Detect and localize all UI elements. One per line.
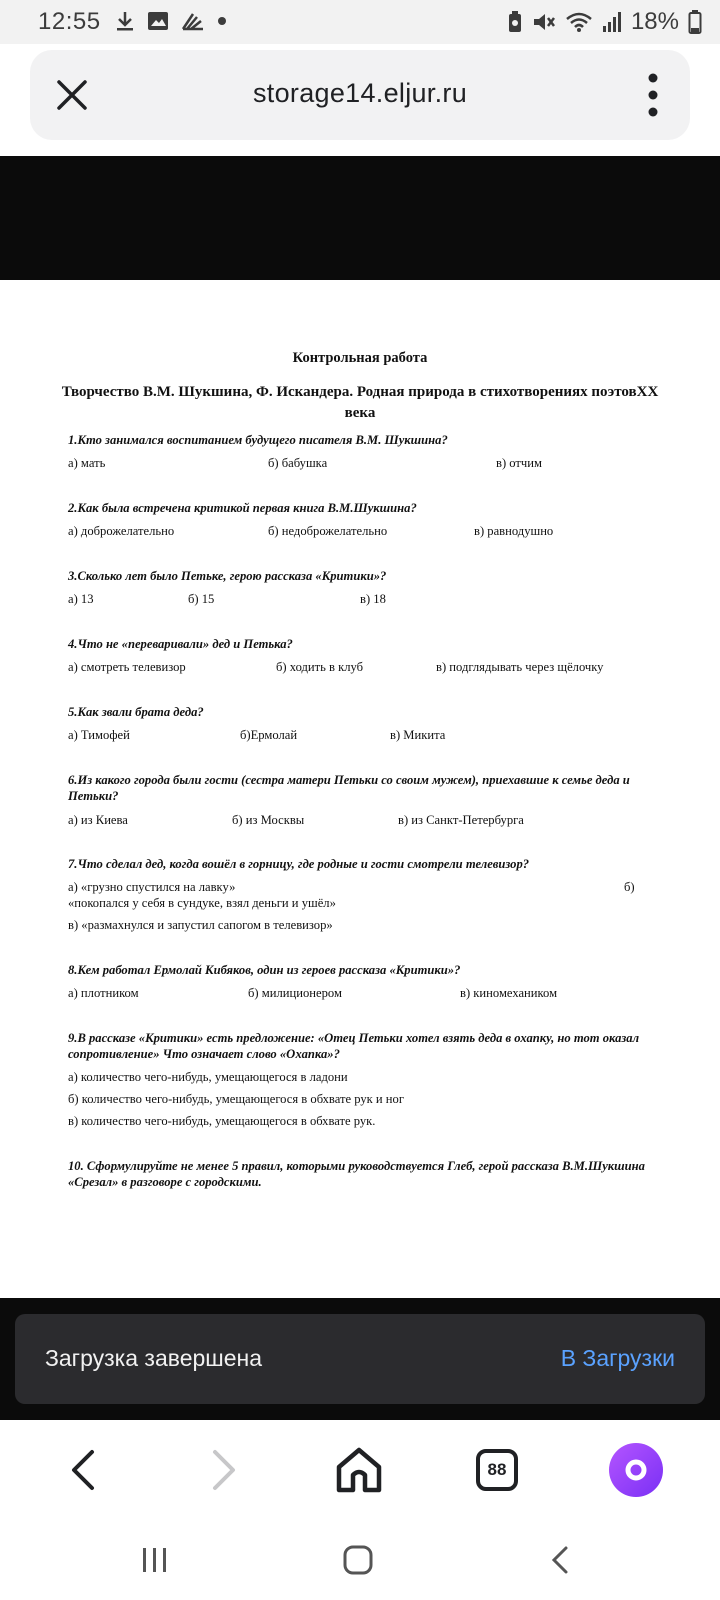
browser-header [0,44,720,156]
question-4: 4.Что не «переваривали» дед и Петька? [68,637,293,651]
browser-toolbar [0,1420,720,1520]
answer: в) подглядывать через щёлочку [436,660,604,674]
document-subtitle: Творчество В.М. Шукшина, Ф. Искандера. Родная природа в стихотворениях поэтовXX века [61,384,659,421]
open-downloads-button[interactable]: В Загрузки [560,1345,675,1371]
battery-saver-icon [507,11,523,33]
status-bar [0,0,720,44]
download-snackbar [15,1314,705,1404]
back-nav-icon [549,1545,571,1575]
alice-assistant-button[interactable] [606,1440,666,1500]
url-text[interactable]: storage14.eljur.ru [252,78,468,108]
home-nav-button[interactable] [338,1540,378,1580]
battery-icon [688,10,702,34]
answer: б) милиционером [248,986,342,1000]
answer: в) количество чего-нибудь, умещающегося в обхвате рук. [68,1114,376,1128]
back-button[interactable] [53,1440,113,1500]
question-2: 2.Как была встречена критикой первая книга В.М.Шукшина? [68,501,417,515]
answer: а) 13 [68,592,94,606]
answer: в) отчим [496,456,542,470]
chevron-right-icon [209,1448,239,1492]
home-square-icon [342,1544,374,1576]
answer: а) из Киева [68,813,128,827]
answer: а) «грузно спустился на лавку» [68,880,236,894]
answer: б) из Москвы [232,813,305,827]
system-navigation-bar [0,1520,720,1600]
answer: в) из Санкт-Петербурга [398,813,524,827]
answer: б) бабушка [268,456,328,470]
system-icons [507,8,702,36]
alice-icon [609,1443,663,1497]
question-1: 1.Кто занимался воспитанием будущего писателя В.М. Шукшина? [68,433,448,447]
answer: а) Тимофей [68,728,130,742]
answer: б) [624,880,635,894]
answer: «покопался у себя в сундуке, взял деньги и ушёл» [68,896,336,910]
document-title: Контрольная работа [292,350,428,366]
answer: б) недоброжелательно [268,524,388,538]
status-time: 12:55 [38,8,101,35]
signal-icon [602,11,622,33]
chevron-left-icon [68,1448,98,1492]
battery-percent: 18% [630,8,679,35]
tabs-count: 88 [476,1449,518,1491]
question-5: 5.Как звали брата деда? [68,705,204,719]
answer: а) доброжелательно [68,524,175,538]
answer: а) мать [68,456,106,470]
question-10: 10. Сформулируйте не менее 5 правил, которыми руководствуется Глеб, герой рассказа В.М.Шукшина «Срезал» в разговоре с городскими. [68,1159,645,1189]
more-menu-icon[interactable] [638,72,668,118]
forward-button[interactable] [194,1440,254,1500]
dot-icon [217,16,227,26]
answer: б) ходить в клуб [276,660,364,674]
mute-icon [532,11,556,33]
answer: а) количество чего-нибудь, умещающегося в ладони [68,1070,348,1084]
answer: в) Микита [390,728,446,742]
wifi-icon [565,11,593,33]
recents-icon [140,1546,170,1574]
answer: а) смотреть телевизор [68,660,186,674]
answer: б) количество чего-нибудь, умещающегося в обхвате рук и ног [68,1092,404,1106]
notification-icons [115,10,227,32]
back-nav-button[interactable] [540,1540,580,1580]
snackbar-message: Загрузка завершена [45,1345,263,1371]
answer: б) 15 [188,592,215,606]
answer: б)Ермолай [240,728,298,742]
question-6: 6.Из какого города были гости (сестра матери Петьки со своим мужем), приехавшие к семье деда и Петьки? [68,773,630,803]
answer: в) 18 [360,592,386,606]
answer: в) киномехаником [460,986,558,1000]
question-8: 8.Кем работал Ермолай Кибяков, один из героев рассказа «Критики»? [68,963,461,977]
document-viewer-margin [0,156,720,280]
question-3: 3.Сколько лет было Петьке, герою рассказа «Критики»? [68,569,387,583]
app-icon [181,11,205,31]
download-icon [115,10,135,32]
image-icon [147,11,169,31]
home-button[interactable] [329,1440,389,1500]
answer: а) плотником [68,986,139,1000]
document-page[interactable] [0,280,720,1300]
home-icon [334,1445,384,1495]
address-bar[interactable] [30,50,690,140]
tabs-button[interactable] [467,1440,527,1500]
recents-button[interactable] [135,1540,175,1580]
answer: в) равнодушно [474,524,554,538]
question-7: 7.Что сделал дед, когда вошёл в горницу, где родные и гости смотрели телевизор? [68,857,530,871]
answer: в) «размахнулся и запустил сапогом в телевизор» [68,918,333,932]
close-icon[interactable] [54,77,90,113]
question-9: 9.В рассказе «Критики» есть предложение: «Отец Петьки хотел взять деда в охапку, но тот оказал сопротивление» Что означает слово «Охапка»? [68,1031,640,1061]
